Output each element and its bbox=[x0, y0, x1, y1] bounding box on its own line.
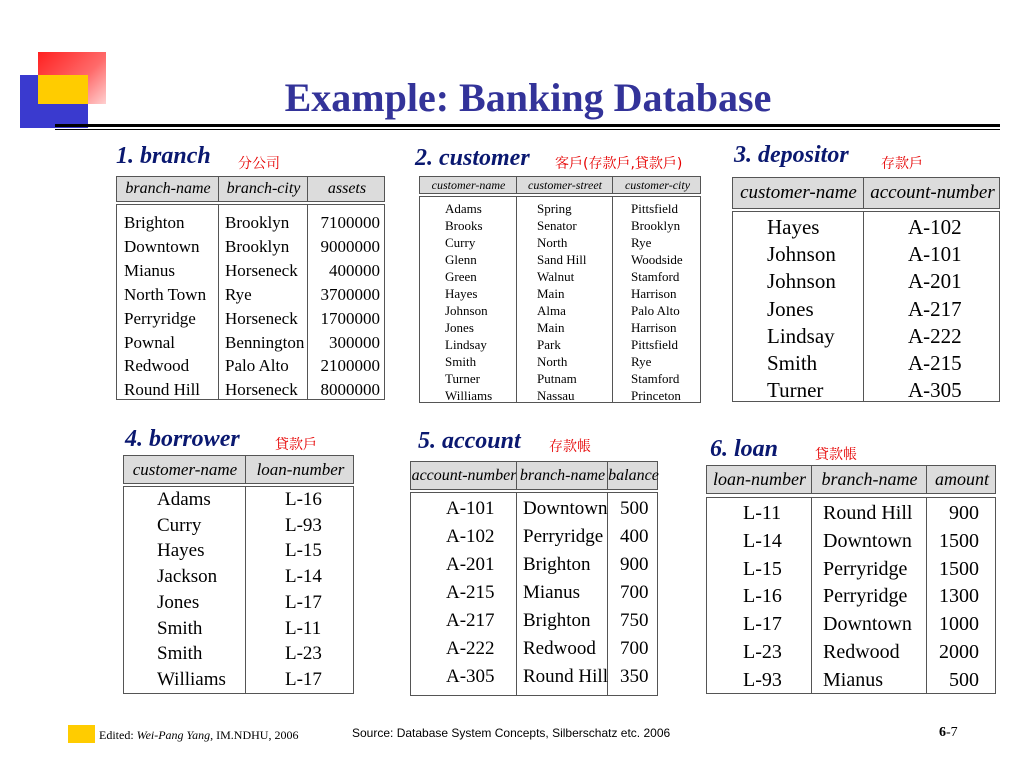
table-cell: Smith bbox=[157, 643, 203, 665]
table-row bbox=[124, 487, 353, 513]
loan-label-cn: 貸款帳 bbox=[815, 447, 857, 463]
table-row bbox=[124, 616, 353, 642]
column-header: customer-name bbox=[431, 177, 506, 192]
table-row bbox=[117, 354, 384, 378]
table-cell: L-23 bbox=[285, 643, 322, 665]
table-row bbox=[124, 538, 353, 564]
table-cell: Johnson bbox=[767, 269, 836, 294]
table-cell: Downtown bbox=[823, 613, 912, 636]
table-cell: Hayes bbox=[767, 215, 820, 239]
table-cell: 1300 bbox=[939, 585, 979, 608]
table-row bbox=[733, 377, 999, 404]
table-row bbox=[707, 528, 995, 556]
table-cell: Rye bbox=[631, 235, 652, 250]
table-cell: North Town bbox=[124, 284, 207, 304]
table-cell: Curry bbox=[445, 235, 476, 250]
table-row bbox=[733, 323, 999, 350]
header-divider bbox=[612, 177, 613, 193]
table-cell: Main bbox=[537, 320, 565, 335]
table-cell: Mianus bbox=[523, 582, 580, 603]
table-cell: Bennington bbox=[225, 332, 305, 352]
table-cell: Rye bbox=[631, 354, 652, 369]
table-row bbox=[420, 336, 700, 353]
table-cell: Redwood bbox=[523, 638, 596, 659]
table-cell: Palo Alto bbox=[225, 356, 289, 376]
table-cell: Perryridge bbox=[823, 585, 908, 608]
table-row bbox=[733, 268, 999, 295]
column-header: balance bbox=[608, 466, 659, 484]
table-cell: Sand Hill bbox=[537, 252, 587, 267]
table-cell: Princeton bbox=[631, 388, 681, 403]
table-cell: Jones bbox=[445, 320, 474, 335]
branch-table bbox=[116, 176, 385, 400]
table-cell: Rye bbox=[225, 284, 252, 304]
table-cell: 1500 bbox=[939, 557, 979, 580]
table-cell: Brooklyn bbox=[631, 218, 681, 233]
table-cell: Pownal bbox=[124, 332, 175, 352]
table-cell: Jones bbox=[767, 296, 814, 321]
table-cell: Harrison bbox=[631, 320, 677, 335]
table-body bbox=[419, 196, 701, 403]
table-cell: Lindsay bbox=[767, 323, 835, 348]
table-cell: Redwood bbox=[823, 641, 900, 663]
table-row bbox=[124, 513, 353, 539]
account-label-cn: 存款帳 bbox=[549, 439, 591, 455]
table-row bbox=[733, 241, 999, 268]
table-cell: A-102 bbox=[446, 526, 495, 547]
table-row bbox=[411, 663, 657, 691]
table-cell: Brooks bbox=[445, 218, 483, 233]
table-cell: Horseneck bbox=[225, 308, 298, 328]
table-cell: Smith bbox=[445, 354, 477, 369]
column-header: branch-name bbox=[125, 180, 211, 197]
table-cell: Round Hill bbox=[523, 666, 608, 687]
table-cell: Johnson bbox=[767, 242, 836, 267]
depositor-label: 3. depositor bbox=[734, 142, 849, 168]
table-cell: Mianus bbox=[124, 260, 175, 280]
table-cell: Alma bbox=[537, 303, 566, 318]
table-cell: 500 bbox=[949, 668, 979, 691]
header-divider bbox=[307, 177, 308, 201]
column-header: customer-name bbox=[132, 459, 238, 479]
table-cell: Spring bbox=[537, 201, 572, 216]
table-cell: North bbox=[537, 354, 568, 369]
table-row bbox=[411, 635, 657, 663]
table-cell: 700 bbox=[620, 638, 649, 659]
table-row bbox=[733, 214, 999, 241]
table-row bbox=[420, 234, 700, 251]
table-cell: Smith bbox=[767, 351, 818, 375]
table-header bbox=[123, 455, 354, 484]
table-row bbox=[420, 285, 700, 302]
table-cell: Downtown bbox=[823, 529, 912, 552]
page-number: 6-7 bbox=[939, 725, 958, 740]
table-cell: L-23 bbox=[743, 641, 782, 663]
table-cell: Putnam bbox=[537, 371, 577, 386]
table-cell: L-17 bbox=[285, 591, 322, 613]
customer-table bbox=[419, 176, 701, 403]
table-cell: A-217 bbox=[908, 296, 962, 321]
table-row bbox=[117, 378, 384, 402]
column-header: branch-name bbox=[821, 469, 918, 489]
footer-edited: Edited: Wei-Pang Yang, IM.NDHU, 2006 bbox=[99, 728, 299, 742]
table-cell: Hayes bbox=[445, 286, 478, 301]
table-cell: Horseneck bbox=[225, 260, 298, 280]
table-cell: Turner bbox=[767, 378, 824, 403]
title-rule-thin bbox=[55, 129, 1000, 130]
table-body bbox=[732, 211, 1000, 402]
table-cell: Perryridge bbox=[823, 557, 908, 580]
table-cell: 700 bbox=[620, 582, 649, 603]
table-row bbox=[117, 211, 384, 235]
table-cell: Jones bbox=[157, 591, 200, 613]
table-row bbox=[420, 217, 700, 234]
table-cell: Adams bbox=[445, 201, 482, 216]
table-cell: Stamford bbox=[631, 371, 680, 386]
table-cell: Round Hill bbox=[823, 502, 913, 524]
customer-label-cn: 客戶(存款戶,貸款戶) bbox=[555, 156, 683, 172]
table-row bbox=[117, 235, 384, 259]
table-cell: Redwood bbox=[124, 356, 190, 376]
column-header: branch-city bbox=[226, 180, 301, 197]
table-cell: Harrison bbox=[631, 286, 677, 301]
table-cell: Brighton bbox=[523, 554, 591, 575]
table-cell: Main bbox=[537, 286, 565, 301]
table-row bbox=[411, 607, 657, 635]
table-cell: L-14 bbox=[285, 566, 322, 588]
table-cell: Nassau bbox=[537, 388, 575, 403]
table-row bbox=[411, 523, 657, 551]
table-row bbox=[420, 251, 700, 268]
table-row bbox=[733, 296, 999, 323]
branch-label-cn: 分公司 bbox=[238, 156, 280, 172]
table-cell: 500 bbox=[620, 498, 649, 519]
table-cell: L-15 bbox=[285, 540, 322, 562]
table-cell: 1000 bbox=[939, 613, 979, 636]
table-cell: A-215 bbox=[908, 351, 962, 375]
table-cell: A-215 bbox=[446, 582, 495, 603]
table-row bbox=[117, 307, 384, 331]
table-cell: A-101 bbox=[446, 498, 495, 519]
header-divider bbox=[218, 177, 219, 201]
column-header: branch-name bbox=[519, 466, 606, 484]
borrower-label: 4. borrower bbox=[125, 426, 240, 452]
table-row bbox=[420, 370, 700, 387]
table-cell: 2100000 bbox=[320, 356, 380, 376]
table-row bbox=[707, 611, 995, 639]
table-row bbox=[707, 500, 995, 528]
table-row bbox=[707, 583, 995, 611]
table-row bbox=[124, 641, 353, 667]
header-divider bbox=[926, 466, 927, 493]
header-divider bbox=[516, 177, 517, 193]
table-header bbox=[410, 461, 658, 490]
table-cell: Green bbox=[445, 269, 477, 284]
table-cell: Horseneck bbox=[225, 380, 298, 400]
table-header bbox=[419, 176, 701, 194]
table-header bbox=[706, 465, 996, 494]
table-cell: L-11 bbox=[285, 617, 322, 639]
table-cell: Hayes bbox=[157, 540, 205, 562]
table-cell: 1500 bbox=[939, 529, 979, 552]
table-cell: 350 bbox=[620, 666, 649, 687]
header-divider bbox=[516, 462, 517, 489]
table-cell: North bbox=[537, 235, 568, 250]
table-cell: Jackson bbox=[157, 566, 218, 588]
table-body bbox=[123, 486, 354, 694]
table-cell: 900 bbox=[620, 554, 649, 575]
borrower-table bbox=[123, 455, 354, 694]
table-cell: Glenn bbox=[445, 252, 477, 267]
loan-table bbox=[706, 465, 996, 694]
table-cell: Park bbox=[537, 337, 561, 352]
table-cell: Johnson bbox=[445, 303, 488, 318]
table-cell: 9000000 bbox=[320, 236, 380, 256]
table-cell: A-201 bbox=[446, 554, 495, 575]
table-cell: Brooklyn bbox=[225, 236, 290, 256]
table-cell: Woodside bbox=[631, 252, 683, 267]
footer-decoration bbox=[68, 725, 95, 743]
table-cell: L-15 bbox=[743, 557, 782, 580]
table-row bbox=[420, 268, 700, 285]
table-cell: A-222 bbox=[908, 323, 962, 348]
column-header: account-number bbox=[411, 466, 517, 484]
table-cell: Smith bbox=[157, 617, 203, 639]
table-row bbox=[420, 302, 700, 319]
table-row bbox=[420, 200, 700, 217]
table-cell: L-14 bbox=[743, 529, 782, 552]
table-row bbox=[124, 590, 353, 616]
table-row bbox=[411, 579, 657, 607]
loan-label: 6. loan bbox=[710, 436, 779, 462]
table-cell: Palo Alto bbox=[631, 303, 680, 318]
table-cell: 7100000 bbox=[320, 213, 380, 232]
table-cell: 900 bbox=[949, 502, 979, 524]
header-divider bbox=[811, 466, 812, 493]
header-divider bbox=[863, 178, 864, 208]
table-cell: Brooklyn bbox=[225, 213, 290, 232]
table-row bbox=[117, 283, 384, 307]
column-header: customer-city bbox=[624, 177, 691, 192]
column-header: customer-name bbox=[740, 182, 857, 203]
depositor-label-cn: 存款戶 bbox=[881, 156, 923, 172]
table-row bbox=[117, 331, 384, 355]
account-table bbox=[410, 461, 658, 696]
table-row bbox=[411, 551, 657, 579]
table-cell: L-17 bbox=[285, 668, 322, 690]
table-cell: L-16 bbox=[743, 585, 782, 608]
table-body bbox=[706, 497, 996, 694]
table-row bbox=[707, 639, 995, 667]
table-cell: A-217 bbox=[446, 610, 495, 631]
table-cell: A-305 bbox=[908, 378, 962, 403]
table-cell: 2000 bbox=[939, 641, 979, 663]
column-header: assets bbox=[327, 180, 367, 197]
customer-label: 2. customer bbox=[415, 145, 530, 171]
table-row bbox=[411, 495, 657, 523]
column-header: customer-street bbox=[528, 177, 602, 192]
table-cell: Perryridge bbox=[523, 526, 604, 547]
table-cell: Pittsfield bbox=[631, 337, 678, 352]
table-cell: 400 bbox=[620, 526, 649, 547]
table-cell: Williams bbox=[445, 388, 493, 403]
table-cell: L-17 bbox=[743, 613, 782, 636]
table-cell: 750 bbox=[620, 610, 649, 631]
table-cell: A-201 bbox=[908, 269, 962, 294]
table-cell: 400000 bbox=[329, 260, 380, 280]
table-cell: A-305 bbox=[446, 666, 495, 687]
table-cell: Pittsfield bbox=[631, 201, 678, 216]
table-cell: A-102 bbox=[908, 215, 962, 239]
table-row bbox=[707, 556, 995, 584]
table-cell: Brighton bbox=[124, 213, 185, 232]
footer-source: Source: Database System Concepts, Silberschatz etc. 2006 bbox=[352, 726, 671, 740]
table-body bbox=[410, 492, 658, 696]
table-cell: Mianus bbox=[823, 668, 883, 691]
table-row bbox=[420, 319, 700, 336]
title-rule bbox=[55, 124, 1000, 127]
table-cell: Turner bbox=[445, 371, 480, 386]
table-header bbox=[116, 176, 385, 202]
table-row bbox=[420, 387, 700, 404]
table-cell: Downtown bbox=[523, 498, 608, 519]
table-cell: Stamford bbox=[631, 269, 680, 284]
table-cell: Perryridge bbox=[124, 308, 196, 328]
table-row bbox=[420, 353, 700, 370]
table-row bbox=[124, 564, 353, 590]
table-cell: Walnut bbox=[537, 269, 575, 284]
table-cell: L-16 bbox=[285, 489, 322, 510]
table-cell: Adams bbox=[157, 489, 211, 510]
column-header: account-number bbox=[870, 182, 995, 203]
borrower-label-cn: 貸款戶 bbox=[275, 437, 317, 453]
table-cell: Curry bbox=[157, 514, 202, 536]
table-row bbox=[117, 259, 384, 283]
table-cell: Senator bbox=[537, 218, 577, 233]
header-divider bbox=[245, 456, 246, 483]
table-row bbox=[707, 667, 995, 695]
slide-title: Example: Banking Database bbox=[284, 75, 772, 120]
table-cell: 1700000 bbox=[320, 308, 380, 328]
table-body bbox=[116, 204, 385, 400]
column-header: amount bbox=[935, 469, 989, 489]
column-header: loan-number bbox=[713, 469, 806, 489]
table-cell: Brighton bbox=[523, 610, 591, 631]
table-cell: 8000000 bbox=[320, 380, 380, 400]
table-cell: A-222 bbox=[446, 638, 495, 659]
table-cell: 300000 bbox=[329, 332, 380, 352]
table-cell: 3700000 bbox=[320, 284, 380, 304]
table-cell: Round Hill bbox=[124, 380, 201, 400]
table-cell: Williams bbox=[157, 668, 226, 690]
account-label: 5. account bbox=[418, 428, 521, 454]
table-cell: L-11 bbox=[743, 502, 782, 524]
branch-label: 1. branch bbox=[116, 143, 211, 169]
table-row bbox=[124, 667, 353, 693]
table-cell: Lindsay bbox=[445, 337, 487, 352]
table-header bbox=[732, 177, 1000, 209]
depositor-table bbox=[732, 177, 1000, 402]
column-header: loan-number bbox=[256, 459, 345, 479]
table-cell: L-93 bbox=[285, 514, 322, 536]
table-row bbox=[733, 350, 999, 377]
table-cell: Downtown bbox=[124, 236, 200, 256]
table-cell: L-93 bbox=[743, 668, 782, 691]
table-cell: A-101 bbox=[908, 242, 962, 267]
header-divider bbox=[607, 462, 608, 489]
